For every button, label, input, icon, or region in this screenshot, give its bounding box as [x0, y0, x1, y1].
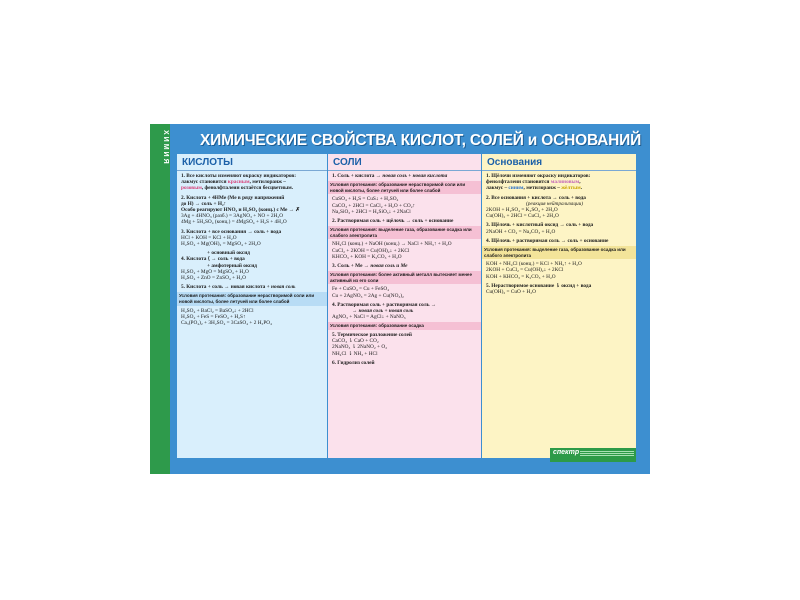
bases-equation: 2KOH + H₂SO₄ = K₂SO₄ + 2H₂O	[486, 207, 558, 214]
acids-line: Особо реагируют HNO₃ и H₂SO₄ (конц.) с Ме → ✗	[181, 207, 300, 214]
acids-equation: Ca₃(PO₄)₂ + 3H₂SO₄ = 3CaSO₄ + 2 H₃PO₄	[181, 320, 272, 327]
subject-label: ХИМИЯ	[162, 130, 169, 166]
bases-equation: 2NaOH + CO₂ = Na₂CO₃ + H₂O	[486, 228, 556, 235]
bases-equation: Cu(OH)₂ = CuO + H₂O	[486, 289, 536, 296]
salts-equation: CaCO₃ ⇂ CaO + CO₂	[332, 338, 379, 345]
acids-line: 5. Кислота + соль → новая кислота + новая соль	[181, 284, 296, 291]
publisher-logo	[550, 448, 636, 462]
salts-equation: NH₄Cl ⇂ NH₃ + HCl	[332, 350, 378, 357]
salts-condition: Условия протекания: более активный металл вытесняет менее активный из его соли	[328, 271, 481, 284]
acids-column	[177, 154, 327, 458]
acids-line: + амфотерный оксид	[207, 262, 257, 269]
blue-word: синим	[508, 185, 524, 192]
salts-line: → новая соль + новая соль	[352, 308, 414, 314]
acids-line: до H) → соль + H₂↑	[181, 200, 227, 207]
salts-equation: Fe + CuSO₄ = Cu + FeSO₄	[332, 286, 390, 293]
salts-equation: CuCl₂ + 2KOH = Cu(OH)₂↓ + 2KCl	[332, 247, 410, 254]
acids-header: КИСЛОТЫ	[177, 154, 327, 171]
salts-condition: Условия протекания: выделение газа, образование осадка или слабого электролита	[328, 226, 481, 239]
bases-condition: Условия протекания: выделение газа, образование осадка или слабого электролита	[482, 246, 636, 259]
subject-sidebar	[150, 124, 170, 474]
salts-column	[328, 154, 481, 458]
salts-equation: CuSO₄ + H₂S = CuS↓ + H₂SO₄	[332, 196, 399, 203]
acids-line: 4. Кислота ⟨ → соль + вода	[181, 256, 245, 263]
bases-equation: Cu(OH)₂ + 2HCl = CuCl₂ + 2H₂O	[486, 213, 559, 220]
salts-condition: Условия протекания: образование осадка	[328, 322, 481, 330]
bases-line: 5. Нерастворимое основание ⇂ оксид + вода	[486, 282, 592, 289]
bases-line: 1. Щёлочи изменяют окраску индикаторов:	[486, 173, 591, 179]
acids-equation: 4Mg + 5H₂SO₄ (конц.) = 4MgSO₄ + H₂S + 4H₂O	[181, 219, 287, 226]
salts-equation: CaCO₃ + 2HCl = CaCl₂ + H₂O + CO₂↑	[332, 202, 416, 209]
acids-line: лакмус становится красным, метилоранж –	[181, 179, 286, 186]
bases-line: 4. Щёлочь + растворимая соль → соль + основание	[486, 237, 609, 244]
salts-equation: AgNO₃ + NaCl = AgCl↓ + NaNO₃	[332, 314, 406, 321]
red-word: красным	[227, 179, 250, 186]
bases-line: 3. Щёлочь + кислотный оксид → соль + вода	[486, 222, 594, 229]
salts-line: 6. Гидролиз солей	[332, 359, 375, 366]
salts-line: 5. Термическое разложение солей	[332, 332, 412, 338]
salts-line: 3. Соль + Ме → новая соль и Ме	[332, 263, 408, 269]
salts-equation: 2NaNO₃ ⇂ 2NaNO₂ + O₂	[332, 344, 388, 351]
salts-line: 1. Соль + кислота → новая соль + новая кислота	[332, 173, 448, 179]
bases-equation: KOH + NH₄Cl (конц.) = KCl + NH₃↑ + H₂O	[486, 261, 582, 268]
acids-line: 3. Кислота + все основания → соль + вода	[181, 228, 282, 235]
salts-header: СОЛИ	[328, 154, 481, 171]
chemistry-poster	[150, 124, 650, 474]
acids-equation: H₂SO₄ + FeS = FeSO₄ + H₂S↑	[181, 313, 246, 320]
acids-equation: 3Ag + 4HNO₃ (разб.) = 3AgNO₃ + NO + 2H₂O	[181, 213, 284, 220]
publisher-name: спектр	[553, 449, 580, 456]
fine-print-lines	[580, 450, 634, 460]
bases-line: 2. Все основания + кислота → соль + вода	[486, 194, 586, 201]
salts-equation: KHCO₃ + KOH = K₂CO₃ + H₂O	[332, 253, 402, 260]
salts-equation: Cu + 2AgNO₃ = 2Ag + Cu(NO₃)₂	[332, 292, 404, 299]
salts-line: 2. Растворимая соль + щёлочь → соль + основание	[332, 218, 454, 224]
salts-condition: Условия протекания: образование нерастворимой соли или новой кислоты, более летучей или более слабой	[328, 181, 481, 194]
bases-column	[482, 154, 636, 458]
salts-equation: NH₄Cl (конц.) + NaOH (конц.) → NaCl + NH₃↑ + H₂O	[332, 241, 452, 248]
acids-equation: H₂SO₄ + MgO = MgSO₄ + H₂O	[181, 268, 249, 275]
acids-equation: HCl + KOH = KCl + H₂O	[181, 234, 237, 241]
bases-note: (реакция нейтрализации)	[526, 200, 584, 207]
yellow-word: жёлтым	[561, 185, 581, 192]
acids-equation: H₂SO₄ + BaCl₂ = BaSO₄↓ + 2HCl	[181, 307, 254, 314]
bases-equation: KOH + KHCO₃ = K₂CO₃ + H₂O	[486, 273, 556, 280]
pink-word: розовым	[181, 185, 202, 192]
bases-header: Основания	[482, 154, 636, 171]
salts-line: 4. Растворимая соль + растворимая соль →	[332, 301, 437, 308]
salts-equation: Na₂SiO₃ + 2HCl = H₂SiO₃↓ + 2NaCl	[332, 208, 411, 215]
acids-line: + основный оксид	[207, 250, 250, 257]
poster-title: ХИМИЧЕСКИЕ СВОЙСТВА КИСЛОТ, СОЛЕЙ и ОСНОВАНИЙ	[200, 132, 642, 149]
bases-equation: 2KOH + CuCl₂ = Cu(OH)₂↓ + 2KCl	[486, 267, 564, 274]
bases-line: лакмус – синим, метилоранж – жёлтым.	[486, 185, 583, 192]
acids-equation: H₂SO₄ + ZnO = ZnSO₄ + H₂O	[181, 275, 246, 282]
crimson-word: малиновым	[550, 179, 580, 186]
acids-condition: Условия протекания: образование нерастворимой соли или новой кислоты, более летучей или более слабой	[177, 292, 327, 305]
acids-line: 2. Кислота + 4HMe (Ме в ряду напряжений	[181, 194, 285, 201]
acids-line: 1. Все кислоты изменяют окраску индикаторов:	[181, 173, 297, 179]
bases-line: фенолфталеин становится малиновым,	[486, 179, 581, 186]
acids-equation: H₂SO₄ + Mg(OH)₂ = MgSO₄ + 2H₂O	[181, 241, 261, 248]
acids-line: розовым, фенолфталеин остаётся бесцветным.	[181, 185, 294, 192]
